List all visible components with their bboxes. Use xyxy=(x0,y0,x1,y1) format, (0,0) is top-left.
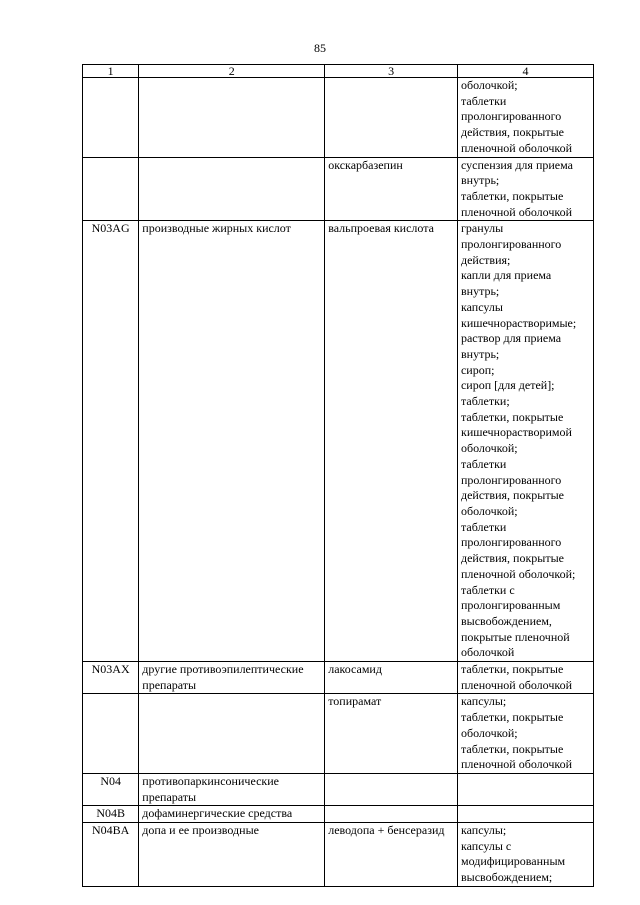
dosage-form-line: оболочкой; xyxy=(460,441,518,456)
dosage-form-line: пленочной оболочкой xyxy=(460,677,573,692)
dosage-form-line: сироп; xyxy=(460,362,495,377)
substance-cell: топирамат xyxy=(325,694,458,774)
dosage-form-line: пролонгированного xyxy=(460,237,562,252)
table-row xyxy=(83,823,594,887)
substance-cell xyxy=(325,773,458,805)
header-col-1: 1 xyxy=(83,65,139,78)
atc-code-cell xyxy=(83,157,139,221)
dosage-form-line: таблетки; xyxy=(460,394,510,409)
dosage-form-line: таблетки, покрытые xyxy=(460,741,564,756)
dosage-form-line: капсулы с xyxy=(460,838,512,853)
dosage-form-line: действия, покрытые xyxy=(460,488,564,503)
table-row xyxy=(83,694,594,774)
dosage-form-line: пролонгированным xyxy=(460,598,561,613)
atc-code-cell xyxy=(83,78,139,158)
substance-cell: окскарбазепин xyxy=(325,157,458,221)
dosage-form-line: высвобождением, xyxy=(460,613,552,628)
group-name-cell xyxy=(139,78,325,158)
dosage-form-line: суспензия для приема xyxy=(460,157,573,172)
substance-cell: вальпроевая кислота xyxy=(325,221,458,662)
dosage-form-line: кишечнорастворимые; xyxy=(460,315,577,330)
dosage-form-line: оболочкой; xyxy=(460,503,518,518)
dosage-form-line: действия, покрытые xyxy=(460,551,564,566)
group-name-cell: производные жирных кислот xyxy=(139,221,325,662)
dosage-form-line: пролонгированного xyxy=(460,472,562,487)
atc-code-cell: N03AX xyxy=(83,662,139,694)
dosage-forms-cell xyxy=(457,662,593,694)
dosage-form-line: таблетки xyxy=(460,519,507,534)
substance-cell xyxy=(325,78,458,158)
dosage-form-line: пленочной оболочкой xyxy=(460,204,573,219)
dosage-forms-cell xyxy=(457,221,593,662)
dosage-form-line: раствор для приема xyxy=(460,331,562,346)
dosage-form-line: внутрь; xyxy=(460,346,500,361)
header-col-3: 3 xyxy=(325,65,458,78)
dosage-form-line: капсулы xyxy=(460,299,503,314)
dosage-form-line: пленочной оболочкой xyxy=(460,757,573,772)
table-row xyxy=(83,157,594,221)
dosage-form-line: высвобождением; xyxy=(460,870,553,885)
dosage-form-line: пролонгированного xyxy=(460,535,562,550)
group-name-cell xyxy=(139,157,325,221)
drug-table xyxy=(82,64,594,887)
table-row xyxy=(83,221,594,662)
group-name-cell: другие противоэпилептические препараты xyxy=(139,662,325,694)
dosage-form-line: оболочкой; xyxy=(460,78,518,92)
dosage-form-line: пленочной оболочкой xyxy=(460,140,573,155)
page-number: 85 xyxy=(314,41,326,55)
table-body xyxy=(83,65,594,887)
dosage-form-line: действия, покрытые xyxy=(460,125,564,140)
substance-cell: леводопа + бенсеразид xyxy=(325,823,458,887)
dosage-form-line: капсулы; xyxy=(460,694,507,709)
dosage-form-line: таблетки, покрытые xyxy=(460,188,564,203)
dosage-form-line: сироп [для детей]; xyxy=(460,378,555,393)
substance-cell xyxy=(325,806,458,823)
dosage-form-line: кишечнорастворимой xyxy=(460,425,572,440)
dosage-form-line: таблетки xyxy=(460,93,507,108)
table-row xyxy=(83,806,594,823)
group-name-cell: дофаминергические средства xyxy=(139,806,325,823)
dosage-form-line: внутрь; xyxy=(460,284,500,299)
dosage-form-line: таблетки, покрытые xyxy=(460,662,564,677)
table-row xyxy=(83,662,594,694)
dosage-form-line: пленочной оболочкой; xyxy=(460,566,576,581)
group-name-cell: допа и ее производные xyxy=(139,823,325,887)
substance-cell: лакосамид xyxy=(325,662,458,694)
header-col-2: 2 xyxy=(139,65,325,78)
dosage-form-line: таблетки, покрытые xyxy=(460,409,564,424)
header-col-4: 4 xyxy=(457,65,593,78)
atc-code-cell: N03AG xyxy=(83,221,139,662)
dosage-form-line: таблетки, покрытые xyxy=(460,710,564,725)
atc-code-cell: N04BA xyxy=(83,823,139,887)
dosage-forms-cell xyxy=(457,694,593,774)
group-name-cell: противопаркинсонические препараты xyxy=(139,773,325,805)
header-row xyxy=(83,65,594,78)
dosage-form-line: таблетки с xyxy=(460,582,515,597)
dosage-forms-cell xyxy=(457,806,593,823)
dosage-form-line: оболочкой; xyxy=(460,725,518,740)
dosage-forms-cell xyxy=(457,773,593,805)
dosage-form-line: таблетки xyxy=(460,456,507,471)
table-row xyxy=(83,78,594,158)
dosage-form-line: капли для приема xyxy=(460,268,552,283)
dosage-form-line: внутрь; xyxy=(460,173,500,188)
dosage-form-line: модифицированным xyxy=(460,854,566,869)
dosage-forms-cell xyxy=(457,823,593,887)
atc-code-cell xyxy=(83,694,139,774)
group-name-cell xyxy=(139,694,325,774)
atc-code-cell: N04 xyxy=(83,773,139,805)
dosage-form-line: гранулы xyxy=(460,221,504,236)
dosage-form-line: действия; xyxy=(460,252,511,267)
dosage-forms-cell xyxy=(457,78,593,158)
dosage-form-line: оболочкой xyxy=(460,645,515,660)
dosage-forms-cell xyxy=(457,157,593,221)
table-row xyxy=(83,773,594,805)
dosage-form-line: пролонгированного xyxy=(460,109,562,124)
atc-code-cell: N04B xyxy=(83,806,139,823)
dosage-form-line: покрытые пленочной xyxy=(460,629,570,644)
dosage-form-line: капсулы; xyxy=(460,823,507,838)
